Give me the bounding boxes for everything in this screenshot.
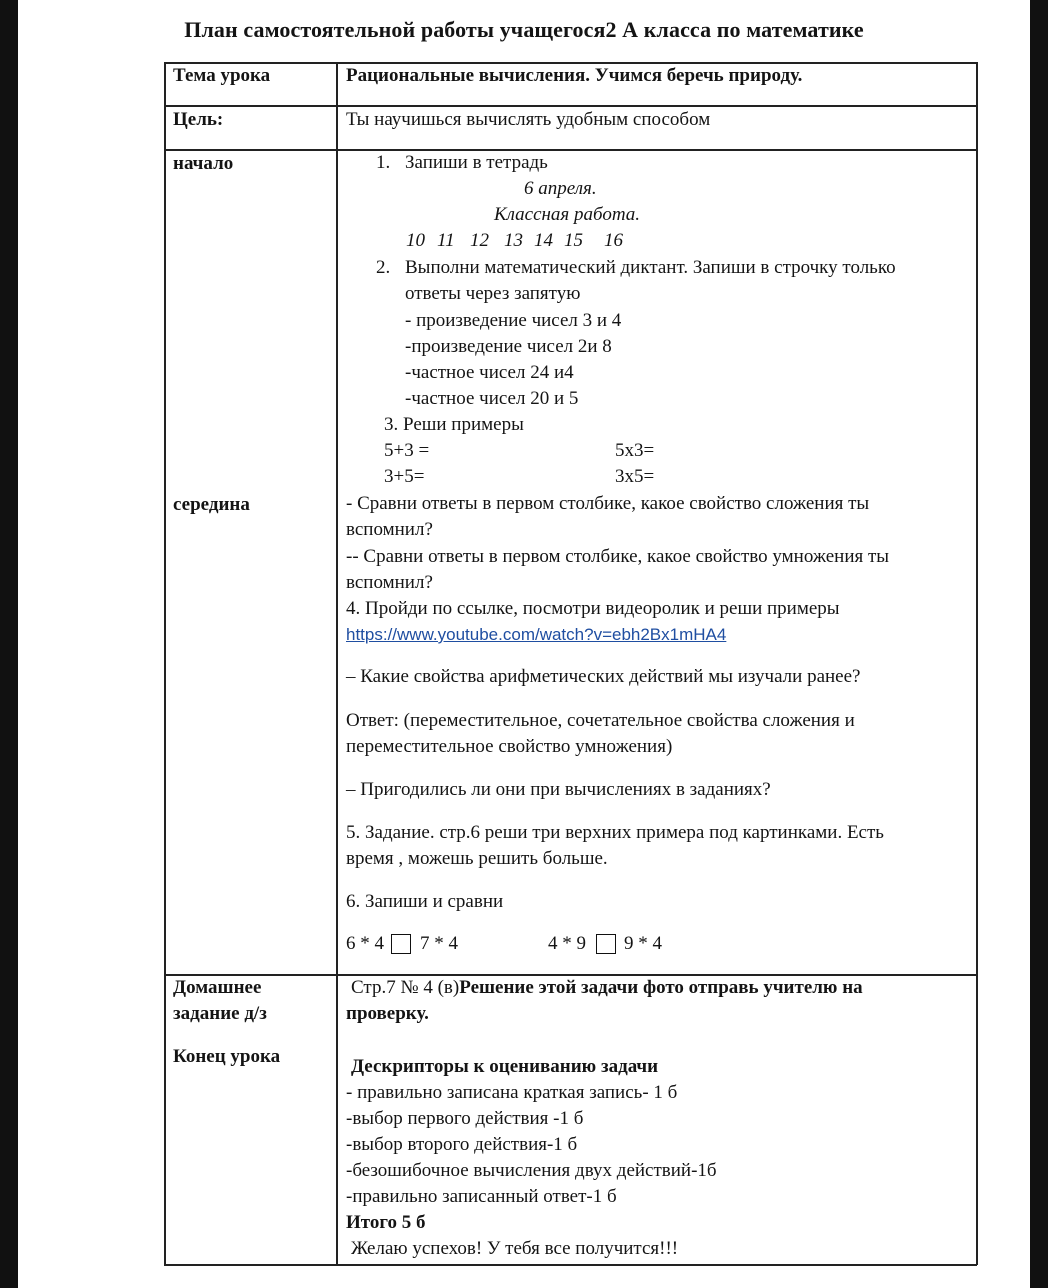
compare-question: вспомнил? xyxy=(346,519,433,540)
answer-text: Ответ: (переместительное, сочетательное свойства сложения и xyxy=(346,710,855,731)
number-item: 14 xyxy=(534,230,553,251)
example-left: 3+5= xyxy=(384,466,425,487)
number-item: 13 xyxy=(504,230,523,251)
table-row-divider xyxy=(164,149,977,151)
homework-task-bold: Решение этой задачи фото отправь учителю на xyxy=(459,977,863,998)
descriptors-title: Дескрипторы к оцениванию задачи xyxy=(351,1056,659,1077)
homework-label: Домашнее xyxy=(173,977,262,998)
middle-label: середина xyxy=(173,494,250,515)
number-item: 12 xyxy=(470,230,489,251)
document-page xyxy=(18,0,1030,1288)
item-number: 1. xyxy=(376,152,391,173)
table-border-bottom xyxy=(164,1264,977,1266)
goal-value: Ты научишься вычислять удобным способом xyxy=(346,109,711,130)
end-label: Конец урока xyxy=(173,1046,281,1067)
table-column-divider xyxy=(336,62,338,1265)
goal-label: Цель: xyxy=(173,109,224,130)
comparison-box[interactable] xyxy=(596,934,616,954)
example-right: 3х5= xyxy=(615,466,655,487)
descriptor-item: - правильно записана краткая запись- 1 б xyxy=(346,1082,678,1103)
dictation-item: - произведение чисел 3 и 4 xyxy=(405,310,622,331)
question-text: – Пригодились ли они при вычислениях в заданиях? xyxy=(346,779,771,800)
compare-question: - Сравни ответы в первом столбике, какое свойство сложения ты xyxy=(346,493,870,514)
dictation-item: -частное чисел 24 и4 xyxy=(405,362,574,383)
homework-task xyxy=(351,975,863,1001)
compare-expression: 4 * 9 xyxy=(548,933,586,954)
wish-text: Желаю успехов! У тебя все получится!!! xyxy=(351,1238,679,1259)
number-item: 10 xyxy=(406,230,425,251)
item3-text: 3. Реши примеры xyxy=(384,414,524,435)
topic-value: Рациональные вычисления. Учимся беречь природу. xyxy=(346,65,803,86)
classwork-text: Классная работа. xyxy=(494,204,641,225)
number-item: 16 xyxy=(604,230,623,251)
compare-question: -- Сравни ответы в первом столбике, какое свойство умножения ты xyxy=(346,546,890,567)
number-item: 11 xyxy=(437,230,455,251)
total-score: Итого 5 б xyxy=(346,1212,426,1233)
homework-task-bold: проверку. xyxy=(346,1003,429,1024)
item1-text: Запиши в тетрадь xyxy=(405,152,548,173)
descriptor-item: -выбор второго действия-1 б xyxy=(346,1134,578,1155)
descriptor-item: -выбор первого действия -1 б xyxy=(346,1108,584,1129)
compare-expression: 7 * 4 xyxy=(420,933,458,954)
answer-text: переместительное свойство умножения) xyxy=(346,736,673,757)
item5-text: 5. Задание. стр.6 реши три верхних примера под картинками. Есть xyxy=(346,822,884,843)
table-border-right xyxy=(976,62,978,1265)
example-right: 5х3= xyxy=(615,440,655,461)
compare-question: вспомнил? xyxy=(346,572,433,593)
homework-task-plain: Стр.7 № 4 (в) xyxy=(351,977,460,998)
dictation-item: -произведение чисел 2и 8 xyxy=(405,336,612,357)
item6-text: 6. Запиши и сравни xyxy=(346,891,504,912)
dictation-item: -частное чисел 20 и 5 xyxy=(405,388,579,409)
compare-expression: 6 * 4 xyxy=(346,933,384,954)
example-left: 5+3 = xyxy=(384,440,430,461)
table-border-left xyxy=(164,62,166,1265)
item2-text: ответы через запятую xyxy=(405,283,581,304)
number-item: 15 xyxy=(564,230,583,251)
item2-text: Выполни математический диктант. Запиши в строчку только xyxy=(405,257,896,278)
topic-label: Тема урока xyxy=(173,65,271,86)
start-label: начало xyxy=(173,153,234,174)
document-title: План самостоятельной работы учащегося2 А класса по математике xyxy=(184,17,864,42)
descriptor-item: -безошибочное вычисления двух действий-1б xyxy=(346,1160,717,1181)
item4-text: 4. Пройди по ссылке, посмотри видеоролик и реши примеры xyxy=(346,598,840,619)
comparison-box[interactable] xyxy=(391,934,411,954)
homework-label: задание д/з xyxy=(173,1003,267,1024)
question-text: – Какие свойства арифметических действий мы изучали ранее? xyxy=(346,666,861,687)
compare-expression: 9 * 4 xyxy=(624,933,662,954)
descriptor-item: -правильно записанный ответ-1 б xyxy=(346,1186,617,1207)
video-link[interactable]: https://www.youtube.com/watch?v=ebh2Bx1mHA4 xyxy=(346,625,727,644)
item5-text: время , можешь решить больше. xyxy=(346,848,608,869)
item-number: 2. xyxy=(376,257,391,278)
date-text: 6 апреля. xyxy=(524,178,597,199)
